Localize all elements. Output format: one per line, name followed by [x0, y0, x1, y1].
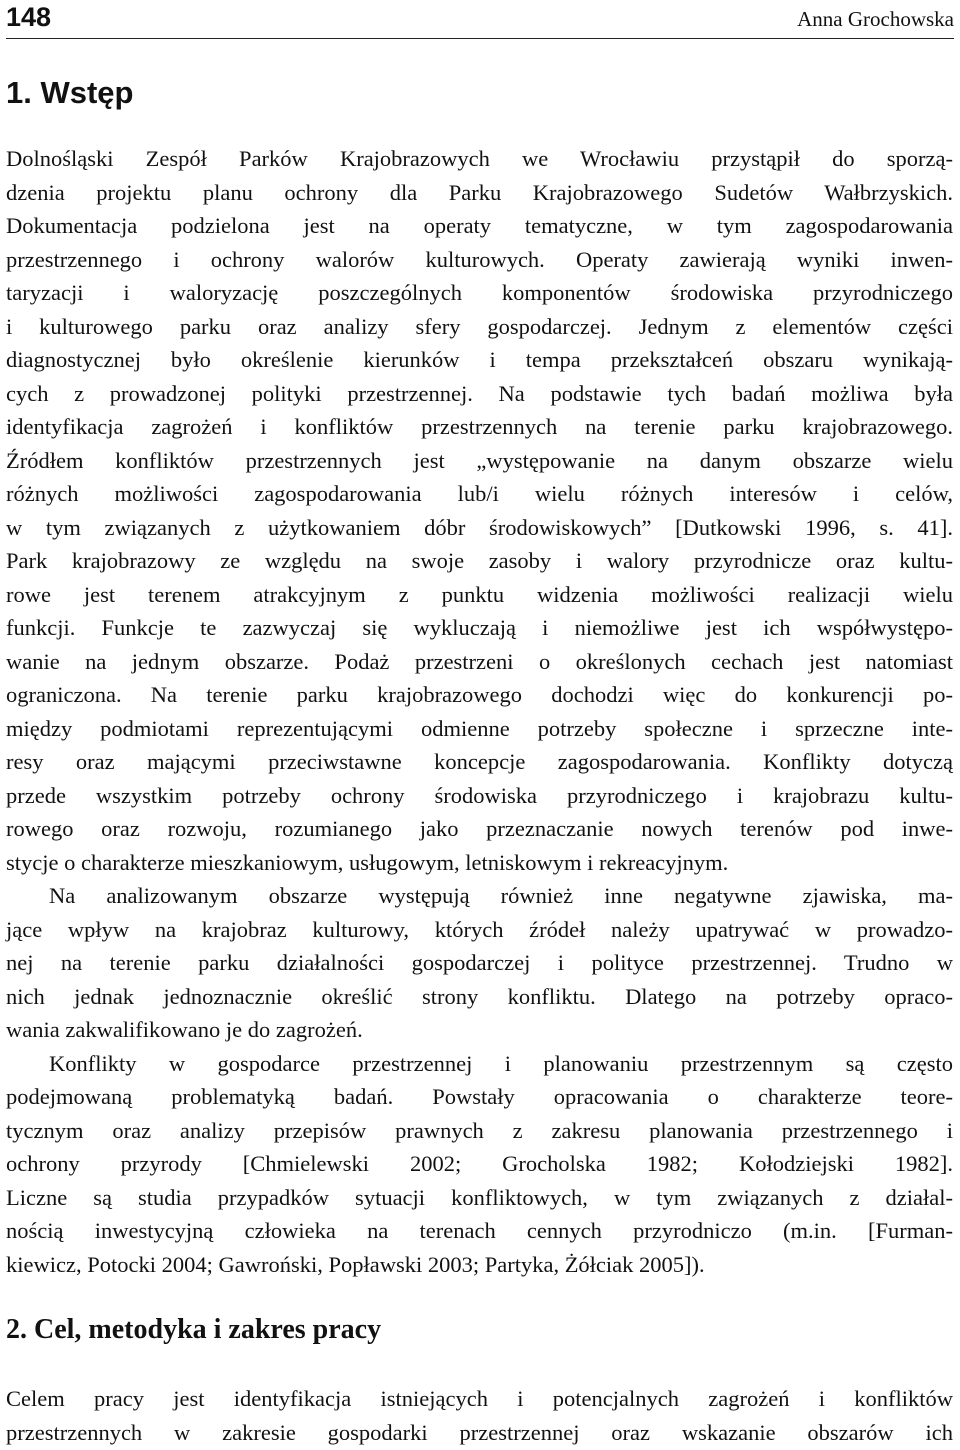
text-line: Dokumentacja podzielona jest na operaty tematyczne, w tym zagospodarowania	[6, 213, 953, 238]
text-line: dzenia projektu planu ochrony dla Parku Krajobrazowego Sudetów Wałbrzyskich.	[6, 179, 953, 205]
text-line: cych z prowadzonej polityki przestrzennej. Na podstawie tych badań możliwa była	[6, 380, 953, 406]
text-line: ograniczona. Na terenie parku krajobrazowego dochodzi więc do konkurencji po-	[6, 682, 953, 707]
running-header	[6, 0, 954, 39]
text-line: wanie na jednym obszarze. Podaż przestrzeni o określonych cechach jest natomiast	[6, 648, 953, 674]
section-introduction-body	[6, 142, 953, 1281]
text-line: Źródłem konfliktów przestrzennych jest „występowanie na danym obszarze wielu	[6, 447, 953, 473]
text-line: przede wszystkim potrzeby ochrony środowiska przyrodniczego i krajobrazu kultu-	[6, 782, 953, 808]
text-line: resy oraz mającymi przeciwstawne koncepcje zagospodarowania. Konflikty dotyczą	[6, 749, 953, 774]
text-line: podejmowaną problematyką badań. Powstały opracowania o charakterze teore-	[6, 1084, 953, 1109]
section-goals-methods-body	[6, 1382, 953, 1449]
text-line: nich jednak jednoznacznie określić strony konfliktu. Dlatego na potrzeby opraco-	[6, 983, 953, 1009]
text-line: rowe jest terenem atrakcyjnym z punktu widzenia możliwości realizacji wielu	[6, 581, 953, 607]
text-line: Celem pracy jest identyfikacja istniejących i potencjalnych zagrożeń i konfliktów	[6, 1386, 953, 1411]
text-line: i kulturowego parku oraz analizy sfery gospodarczej. Jednym z elementów części	[6, 313, 953, 339]
text-line: jące wpływ na krajobraz kulturowy, których źródeł należy upatrywać w prowadzo-	[6, 916, 953, 942]
text-line: identyfikacja zagrożeń i konfliktów przestrzennych na terenie parku krajobrazowego.	[6, 414, 953, 439]
text-line: nością inwestycyjną człowieka na terenach cennych przyrodniczo (m.in. [Furman-	[6, 1218, 953, 1243]
text-line: taryzacji i waloryzację poszczególnych komponentów środowiska przyrodniczego	[6, 280, 953, 305]
text-line: funkcji. Funkcje te zazwyczaj się wykluczają i niemożliwe jest ich współwystępo-	[6, 615, 953, 640]
text-line: Konflikty w gospodarce przestrzennej i planowaniu przestrzennym są często	[49, 1050, 953, 1076]
text-line: między podmiotami reprezentującymi odmienne potrzeby społeczne i sprzeczne inte-	[6, 715, 953, 741]
text-line: Dolnośląski Zespół Parków Krajobrazowych we Wrocławiu przystąpił do sporzą-	[6, 146, 953, 171]
page-number: 148	[6, 2, 52, 32]
text-line: w tym związanych z użytkowaniem dóbr środowiskowych” [Dutkowski 1996, s. 41].	[6, 514, 953, 540]
text-line: Liczne są studia przypadków sytuacji konfliktowych, w tym związanych z działal-	[6, 1184, 953, 1210]
text-line: tycznym oraz analizy przepisów prawnych z zakresu planowania przestrzennego i	[6, 1117, 953, 1143]
text-line: nej na terenie parku działalności gospodarczej i polityce przestrzennej. Trudno w	[6, 950, 953, 975]
text-line: stycje o charakterze mieszkaniowym, usługowym, letniskowym i rekreacyjnym.	[6, 849, 729, 875]
text-line: wania zakwalifikowano je do zagrożeń.	[6, 1017, 363, 1042]
text-line: ochrony przyrody [Chmielewski 2002; Grocholska 1982; Kołodziejski 1982].	[6, 1151, 953, 1176]
text-line: Park krajobrazowy ze względu na swoje zasoby i walory przyrodnicze oraz kultu-	[6, 548, 953, 573]
text-line: przestrzennego i ochrony walorów kulturowych. Operaty zawierają wyniki inwen-	[6, 246, 953, 272]
text-line: diagnostycznej było określenie kierunków i tempa przekształceń obszaru wynikają-	[6, 347, 953, 372]
text-line: przestrzennych w zakresie gospodarki przestrzennej oraz wskazanie obszarów ich	[6, 1419, 953, 1445]
text-line: Na analizowanym obszarze występują również inne negatywne zjawiska, ma-	[49, 883, 953, 908]
text-line: różnych możliwości zagospodarowania lub/i wielu różnych interesów i celów,	[6, 481, 953, 506]
author-name: Anna Grochowska	[797, 7, 954, 31]
section-heading-introduction: 1. Wstęp	[6, 75, 134, 110]
section-heading-goals-methods: 2. Cel, metodyka i zakres pracy	[6, 1314, 382, 1345]
text-line: kiewicz, Potocki 2004; Gawroński, Popławski 2003; Partyka, Żółciak 2005]).	[6, 1251, 705, 1277]
text-line: rowego oraz rozwoju, rozumianego jako przeznaczanie nowych terenów pod inwe-	[6, 816, 953, 841]
